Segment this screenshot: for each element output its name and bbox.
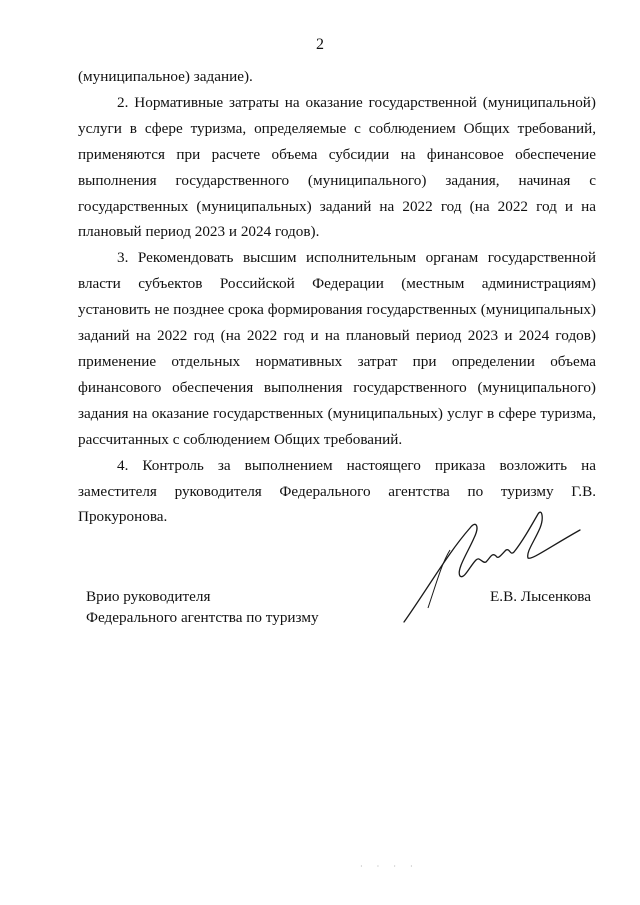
page-number: 2	[316, 36, 324, 53]
signatory-name: Е.В. Лысенкова	[490, 588, 592, 605]
paragraph-2: 2. Нормативные затраты на оказание государственной (муниципальной) услуги в сфере туризма, определяемые с соблюдением Общих требований, применяются при расчете объема субсидии на финансовое обеспечение выполнения государственного (муниципального) задания, начиная с государственных (муниципальных) заданий на 2022 год (на 2022 год и на плановый период 2023 и 2024 годов).	[78, 93, 596, 241]
paragraph-3: 3. Рекомендовать высшим исполнительным органам государственной власти субъектов Российской Федерации (местным администрациям) установить не позднее срока формирования государственных (муниципальных) заданий на 2022 год (на 2022 год и на плановый период 2023 и 2024 годов) применение отдельных нормативных затрат при определении объема финансового обеспечения выполнения государственного (муниципального) задания на оказание государственных (муниципальных) услуг в сфере туризма, рассчитанных с соблюдением Общих требований.	[78, 249, 596, 448]
paragraph-4: 4. Контроль за выполнением настоящего приказа возложить на заместителя руководителя Федерального агентства по туризму Г.В. Прокуронова.	[78, 456, 596, 526]
signatory-title-line-1: Врио руководителя	[86, 588, 211, 605]
paragraph-continuation: (муниципальное) задание).	[78, 68, 253, 85]
document-body	[78, 64, 596, 530]
scan-artifact: · · · ·	[360, 862, 419, 871]
signatory-title-line-2: Федерального агентства по туризму	[86, 608, 319, 626]
handwritten-signature	[398, 508, 598, 628]
signatory-title	[86, 587, 319, 628]
